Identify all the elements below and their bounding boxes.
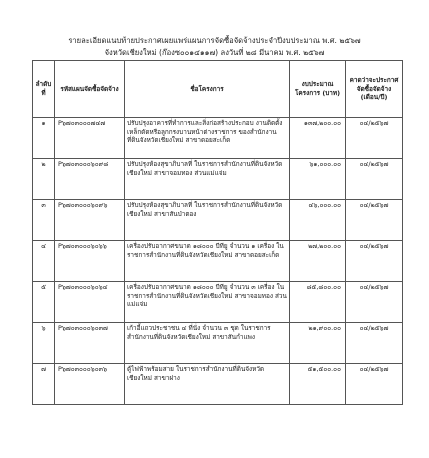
project-name: ปรับปรุงอาคารที่ทำการและสิ่งก่อสร้างประกอบ งานติดตั้งเหล็กดัดหรือลูกกรงบานหน้าต่างราชการ ของสำนักงานที่ดินจังหวัดเชียงใหม่ สาขาดอยสะเก็ด	[125, 118, 290, 159]
table-row	[33, 364, 403, 405]
document-subtitle: จังหวัดเชียงใหม่ (ก๊องซ๐๐๑๔๑๑๗) ลงวันที่ ๒๘ มีนาคม พ.ศ. ๒๕๖๗	[104, 48, 325, 57]
table-row	[33, 323, 403, 364]
announce-date: ๐๔/๒๕๖๗	[346, 282, 403, 323]
announce-date: ๐๔/๒๕๖๗	[346, 200, 403, 241]
column-header-no: ลำดับที่	[33, 61, 55, 118]
plan-code: P๖๗๐๓๐๐๐๖๐๖๖	[55, 241, 125, 282]
project-name: เครื่องปรับอากาศขนาด ๑๘๐๐๐ บีทียู จำนวน ๑ เครื่อง ในราชการสำนักงานที่ดินจังหวัดเชียงใหม่ สาขาดอยสะเก็ด	[125, 241, 290, 282]
announce-date: ๐๔/๒๕๖๗	[346, 159, 403, 200]
table-row	[33, 200, 403, 241]
project-name: เก้าอี้แถวประชาชน ๔ ที่นั่ง จำนวน ๓ ชุด ในราชการสำนักงานที่ดินจังหวัดเชียงใหม่ สาขาสันกำแพง	[125, 323, 290, 364]
row-number: ๑	[33, 118, 55, 159]
project-name: ตู้ไฟฟ้าพร้อมสาย ในราชการสำนักงานที่ดินจังหวัดเชียงใหม่ สาขาฝาง	[125, 364, 290, 405]
table-row	[33, 159, 403, 200]
table-row	[33, 241, 403, 282]
row-number: ๒	[33, 159, 55, 200]
row-number: ๖	[33, 323, 55, 364]
budget-value: ๖๑,๐๐๐.๐๐	[290, 159, 346, 200]
budget-value: ๔๖,๐๐๐.๐๐	[290, 200, 346, 241]
row-number: ๗	[33, 364, 55, 405]
column-header-code: รหัสแผนจัดซื้อจัดจ้าง	[55, 61, 125, 118]
column-header-project: ชื่อโครงการ	[125, 61, 290, 118]
budget-value: ๒๗,๒๐๐.๐๐	[290, 241, 346, 282]
table-row	[33, 282, 403, 323]
table-row	[33, 118, 403, 159]
plan-code: P๖๗๐๓๐๐๐๖๐๓๖	[55, 364, 125, 405]
project-name: ปรับปรุงห้องสุขาภิบาลที่ ในราชการสำนักงานที่ดินจังหวัดเชียงใหม่ สาขาจอมทอง ส่วนแม่แจ่ม	[125, 159, 290, 200]
plan-code: P๖๗๐๓๐๐๐๖๐๙๖	[55, 200, 125, 241]
row-number: ๕	[33, 282, 55, 323]
plan-code: P๖๗๐๓๐๐๐๖๐๙๘	[55, 159, 125, 200]
budget-value: ๘๕,๘๐๐.๐๐	[290, 282, 346, 323]
project-name: ปรับปรุงห้องสุขาภิบาลที่ ในราชการสำนักงานที่ดินจังหวัดเชียงใหม่ สาขาสันป่าตอง	[125, 200, 290, 241]
procurement-plan-table	[32, 60, 403, 405]
row-number: ๔	[33, 241, 55, 282]
project-name: เครื่องปรับอากาศขนาด ๑๘๐๐๐ บีทียู จำนวน ๓ เครื่อง ในราชการสำนักงานที่ดินจังหวัดเชียงใหม่ สาขาจอมทอง ส่วนแม่แจ่ม	[125, 282, 290, 323]
announce-date: ๐๔/๒๕๖๗	[346, 323, 403, 364]
budget-value: ๒๑,๙๐๐.๐๐	[290, 323, 346, 364]
plan-code: P๖๗๐๓๐๐๐๖๐๖๔	[55, 282, 125, 323]
column-header-date: คาดว่าจะประกาศจัดซื้อจัดจ้าง (เดือน/ปี)	[346, 61, 403, 118]
announce-date: ๐๔/๒๕๖๗	[346, 118, 403, 159]
column-header-budget: งบประมาณโครงการ (บาท)	[290, 61, 346, 118]
announce-date: ๐๔/๒๕๖๗	[346, 241, 403, 282]
plan-code: P๖๗๐๓๐๐๐๖๐๓๗	[55, 323, 125, 364]
announce-date: ๐๔/๒๕๖๗	[346, 364, 403, 405]
table-header-row	[33, 61, 403, 118]
row-number: ๓	[33, 200, 55, 241]
budget-value: ๕๑,๕๐๐.๐๐	[290, 364, 346, 405]
plan-code: P๖๗๐๓๐๐๐๗๔๗	[55, 118, 125, 159]
budget-value: ๑๓๗,๒๐๐.๐๐	[290, 118, 346, 159]
document-title: รายละเอียดแนบท้ายประกาศเผยแพร่แผนการจัดซื้อจัดจ้างประจำปีงบประมาณ พ.ศ. ๒๕๖๗	[68, 36, 361, 45]
